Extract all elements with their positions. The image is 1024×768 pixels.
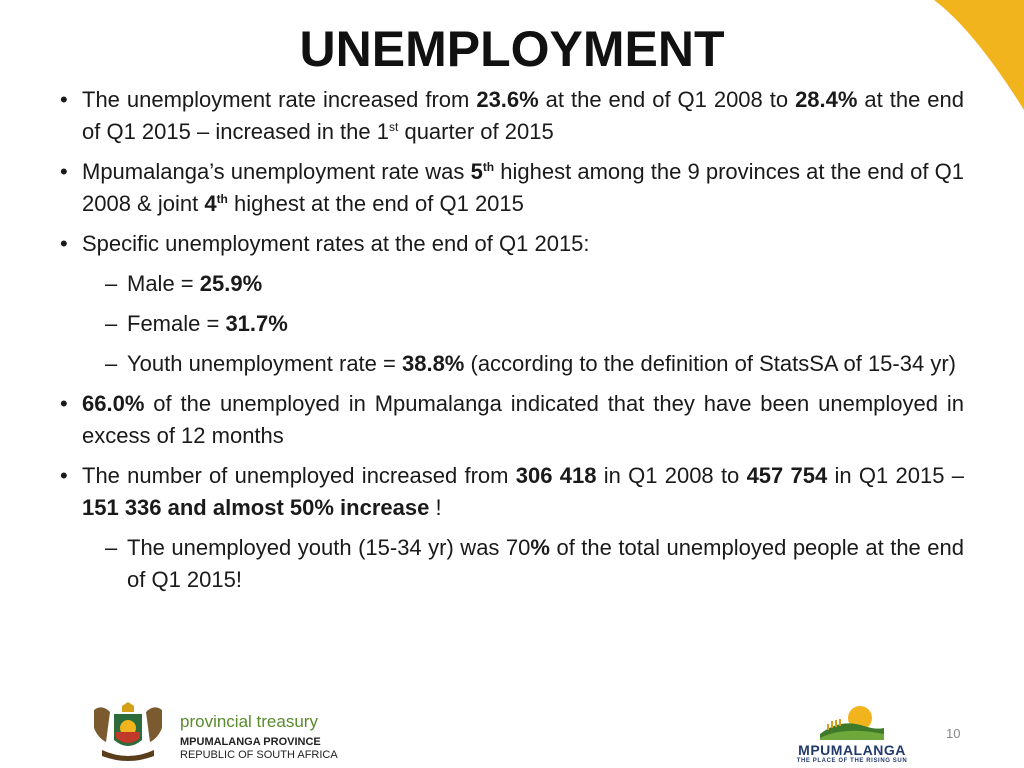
text-segment: of the unemployed in Mpumalanga indicated that they have been unemployed in excess of 12 months bbox=[82, 391, 971, 448]
bold-text: 457 754 bbox=[746, 463, 828, 488]
sub-bullet-item bbox=[60, 532, 971, 596]
sub-bullet-item bbox=[60, 348, 964, 380]
bullet-marker: • bbox=[60, 463, 68, 488]
text-segment: at the end of Q1 2008 to bbox=[538, 87, 796, 112]
text-segment: of the total unemployed people at the end of Q1 2015! bbox=[127, 535, 971, 592]
text-segment: Male = bbox=[127, 271, 200, 296]
provincial-treasury-logo bbox=[88, 700, 338, 764]
bold-text: 25.9% bbox=[199, 271, 263, 296]
dash-marker: – bbox=[105, 351, 118, 376]
bullet-item bbox=[60, 228, 964, 260]
text-segment: Mpumalanga’s unemployment rate was bbox=[82, 159, 471, 184]
dash-marker: – bbox=[105, 311, 118, 336]
superscript-text: th bbox=[482, 160, 495, 174]
text-segment: highest at the end of Q1 2015 bbox=[227, 191, 524, 216]
mpumalanga-logo-tagline: THE PLACE OF THE RISING SUN bbox=[796, 758, 908, 764]
bold-text: 151 336 and almost 50% increase bbox=[82, 495, 430, 520]
bullet-marker: • bbox=[60, 159, 68, 184]
text-segment: Youth unemployment rate = bbox=[127, 351, 402, 376]
bullet-item bbox=[60, 460, 971, 524]
text-segment: quarter of 2015 bbox=[398, 119, 554, 144]
text-segment: Female = bbox=[127, 311, 226, 336]
mpumalanga-logo-name: MPUMALANGA bbox=[798, 742, 906, 758]
text-segment: The unemployment rate increased from bbox=[82, 87, 477, 112]
text-segment: Specific unemployment rates at the end of Q1 2015: bbox=[82, 231, 590, 256]
text-segment: in Q1 2015 – bbox=[827, 463, 971, 488]
treasury-logo-title: provincial treasury bbox=[180, 712, 318, 731]
sub-bullet-item bbox=[60, 268, 964, 300]
text-segment: The number of unemployed increased from bbox=[82, 463, 516, 488]
superscript-text: th bbox=[216, 192, 228, 206]
bold-text: 31.7% bbox=[225, 311, 288, 336]
dash-marker: – bbox=[105, 271, 118, 296]
bold-text: 28.4% bbox=[795, 87, 858, 112]
text-segment: in Q1 2008 to bbox=[596, 463, 747, 488]
page-number: 10 bbox=[946, 726, 961, 741]
bold-text: 4 bbox=[204, 191, 217, 216]
dash-marker: – bbox=[105, 535, 118, 560]
bullet-marker: • bbox=[60, 87, 68, 112]
text-segment: highest among the 9 provinces at the end of Q1 2008 & joint bbox=[82, 159, 971, 216]
bullet-item bbox=[60, 156, 971, 220]
bullet-marker: • bbox=[60, 391, 68, 416]
bold-text: 306 418 bbox=[515, 463, 597, 488]
bold-text: 66.0% bbox=[82, 391, 145, 416]
bullet-item bbox=[60, 388, 971, 452]
text-segment: The unemployed youth (15-34 yr) was 70 bbox=[127, 535, 531, 560]
rising-sun-icon bbox=[820, 704, 884, 740]
bold-text: % bbox=[530, 535, 550, 560]
bullet-item bbox=[60, 84, 971, 148]
slide-title: UNEMPLOYMENT bbox=[299, 21, 725, 77]
bold-text: 23.6% bbox=[476, 87, 539, 112]
text-segment: (according to the definition of StatsSA of 15-34 yr) bbox=[464, 351, 956, 376]
bullet-list bbox=[60, 84, 971, 604]
text-segment: ! bbox=[429, 495, 442, 520]
sub-bullet-item bbox=[60, 308, 964, 340]
coat-of-arms-icon bbox=[88, 702, 168, 764]
superscript-text: st bbox=[389, 120, 399, 134]
bold-text: 5 bbox=[470, 159, 483, 184]
text-segment: at the end of Q1 2015 – increased in the 1 bbox=[82, 87, 971, 144]
mpumalanga-logo bbox=[794, 704, 910, 764]
bullet-marker: • bbox=[60, 231, 68, 256]
treasury-logo-country: REPUBLIC OF SOUTH AFRICA bbox=[180, 749, 338, 761]
bold-text: 38.8% bbox=[401, 351, 465, 376]
treasury-logo-province: MPUMALANGA PROVINCE bbox=[180, 736, 321, 748]
